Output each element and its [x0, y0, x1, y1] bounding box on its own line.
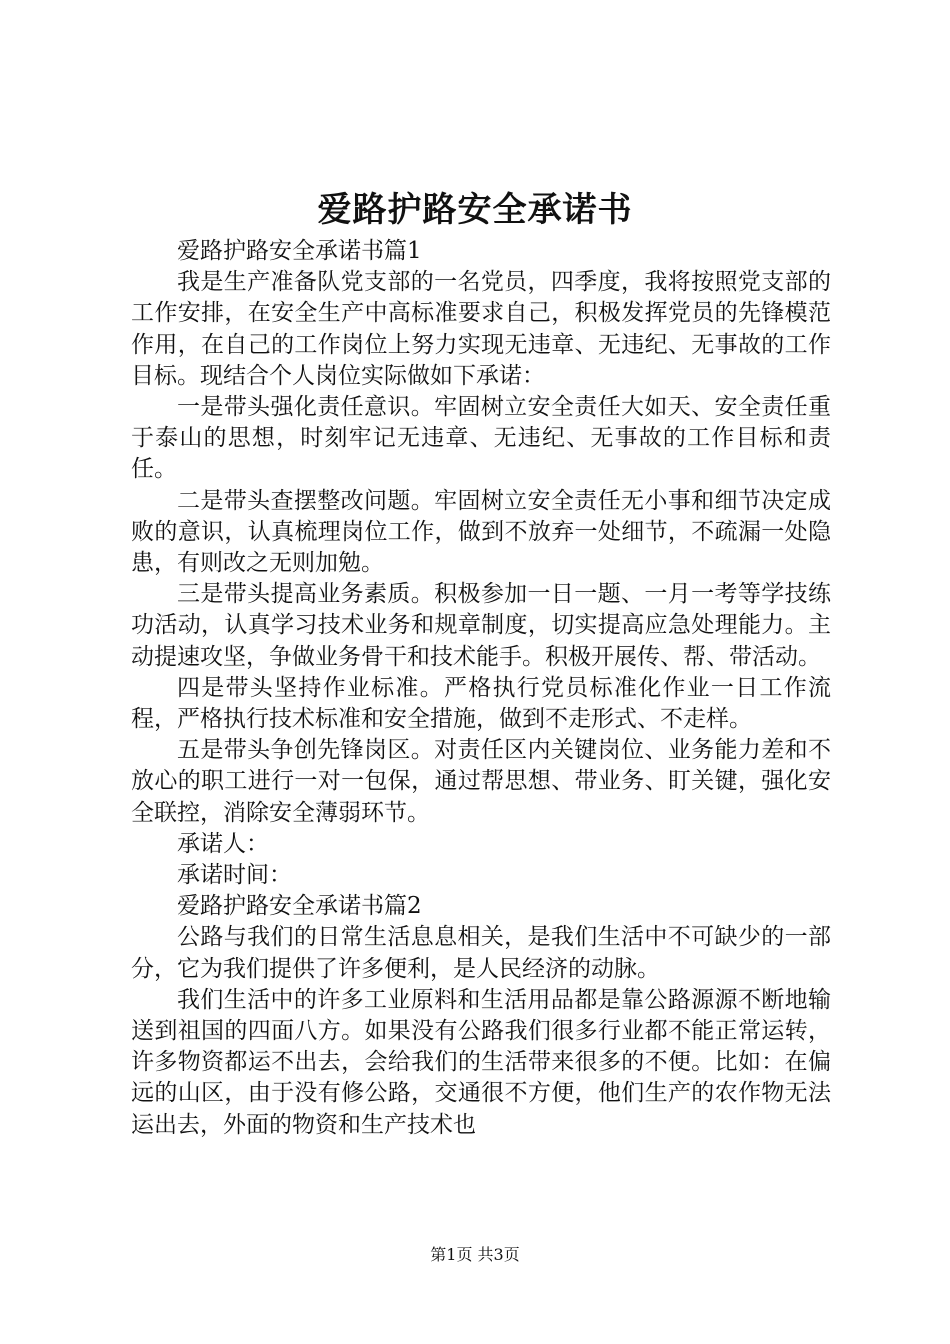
signature-line: 承诺人：: [177, 830, 269, 857]
paragraph: 一是带头强化责任意识。牢固树立安全责任大如天、安全责任重于泰山的思想，时刻牢记无违章、无违纪、无事故的工作目标和责任。: [131, 394, 831, 483]
section-heading-2: 爱路护路安全承诺书篇2: [177, 893, 422, 920]
page-footer: 第1页 共3页: [430, 1245, 520, 1264]
paragraph: 二是带头查摆整改问题。牢固树立安全责任无小事和细节决定成败的意识，认真梳理岗位工作，做到不放弃一处细节，不疏漏一处隐患，有则改之无则加勉。: [131, 487, 831, 577]
paragraph: 公路与我们的日常生活息息相关，是我们生活中不可缺少的一部分，它为我们提供了许多便利，是人民经济的动脉。: [131, 924, 831, 982]
document-body: [131, 236, 831, 1141]
paragraph: 五是带头争创先锋岗区。对责任区内关键岗位、业务能力差和不放心的职工进行一对一包保，通过帮思想、带业务、盯关键，强化安全联控，消除安全薄弱环节。: [131, 737, 831, 826]
paragraph: 四是带头坚持作业标准。严格执行党员标准化作业一日工作流程，严格执行技术标准和安全措施，做到不走形式、不走样。: [131, 674, 831, 733]
section-heading-1: 爱路护路安全承诺书篇1: [177, 238, 422, 264]
date-line: 承诺时间：: [177, 862, 292, 889]
document-title: 爱路护路安全承诺书: [317, 190, 633, 230]
paragraph: 三是带头提高业务素质。积极参加一日一题、一月一考等学技练功活动，认真学习技术业务和规章制度，切实提高应急处理能力。主动提速攻坚，争做业务骨干和技术能手。积极开展传、帮、带活动。: [131, 581, 831, 670]
paragraph: 我们生活中的许多工业原料和生活用品都是靠公路源源不断地输送到祖国的四面八方。如果没有公路我们很多行业都不能正常运转，许多物资都运不出去，会给我们的生活带来很多的不便。比如：在偏远的山区，由于没有修公路，交通很不方便，他们生产的农作物无法运出去，外面的物资和生产技术也: [131, 986, 831, 1138]
paragraph: 我是生产准备队党支部的一名党员，四季度，我将按照党支部的工作安排，在安全生产中高标准要求自己，积极发挥党员的先锋模范作用，在自己的工作岗位上努力实现无违章、无违纪、无事故的工作目标。现结合个人岗位实际做如下承诺：: [131, 269, 831, 389]
